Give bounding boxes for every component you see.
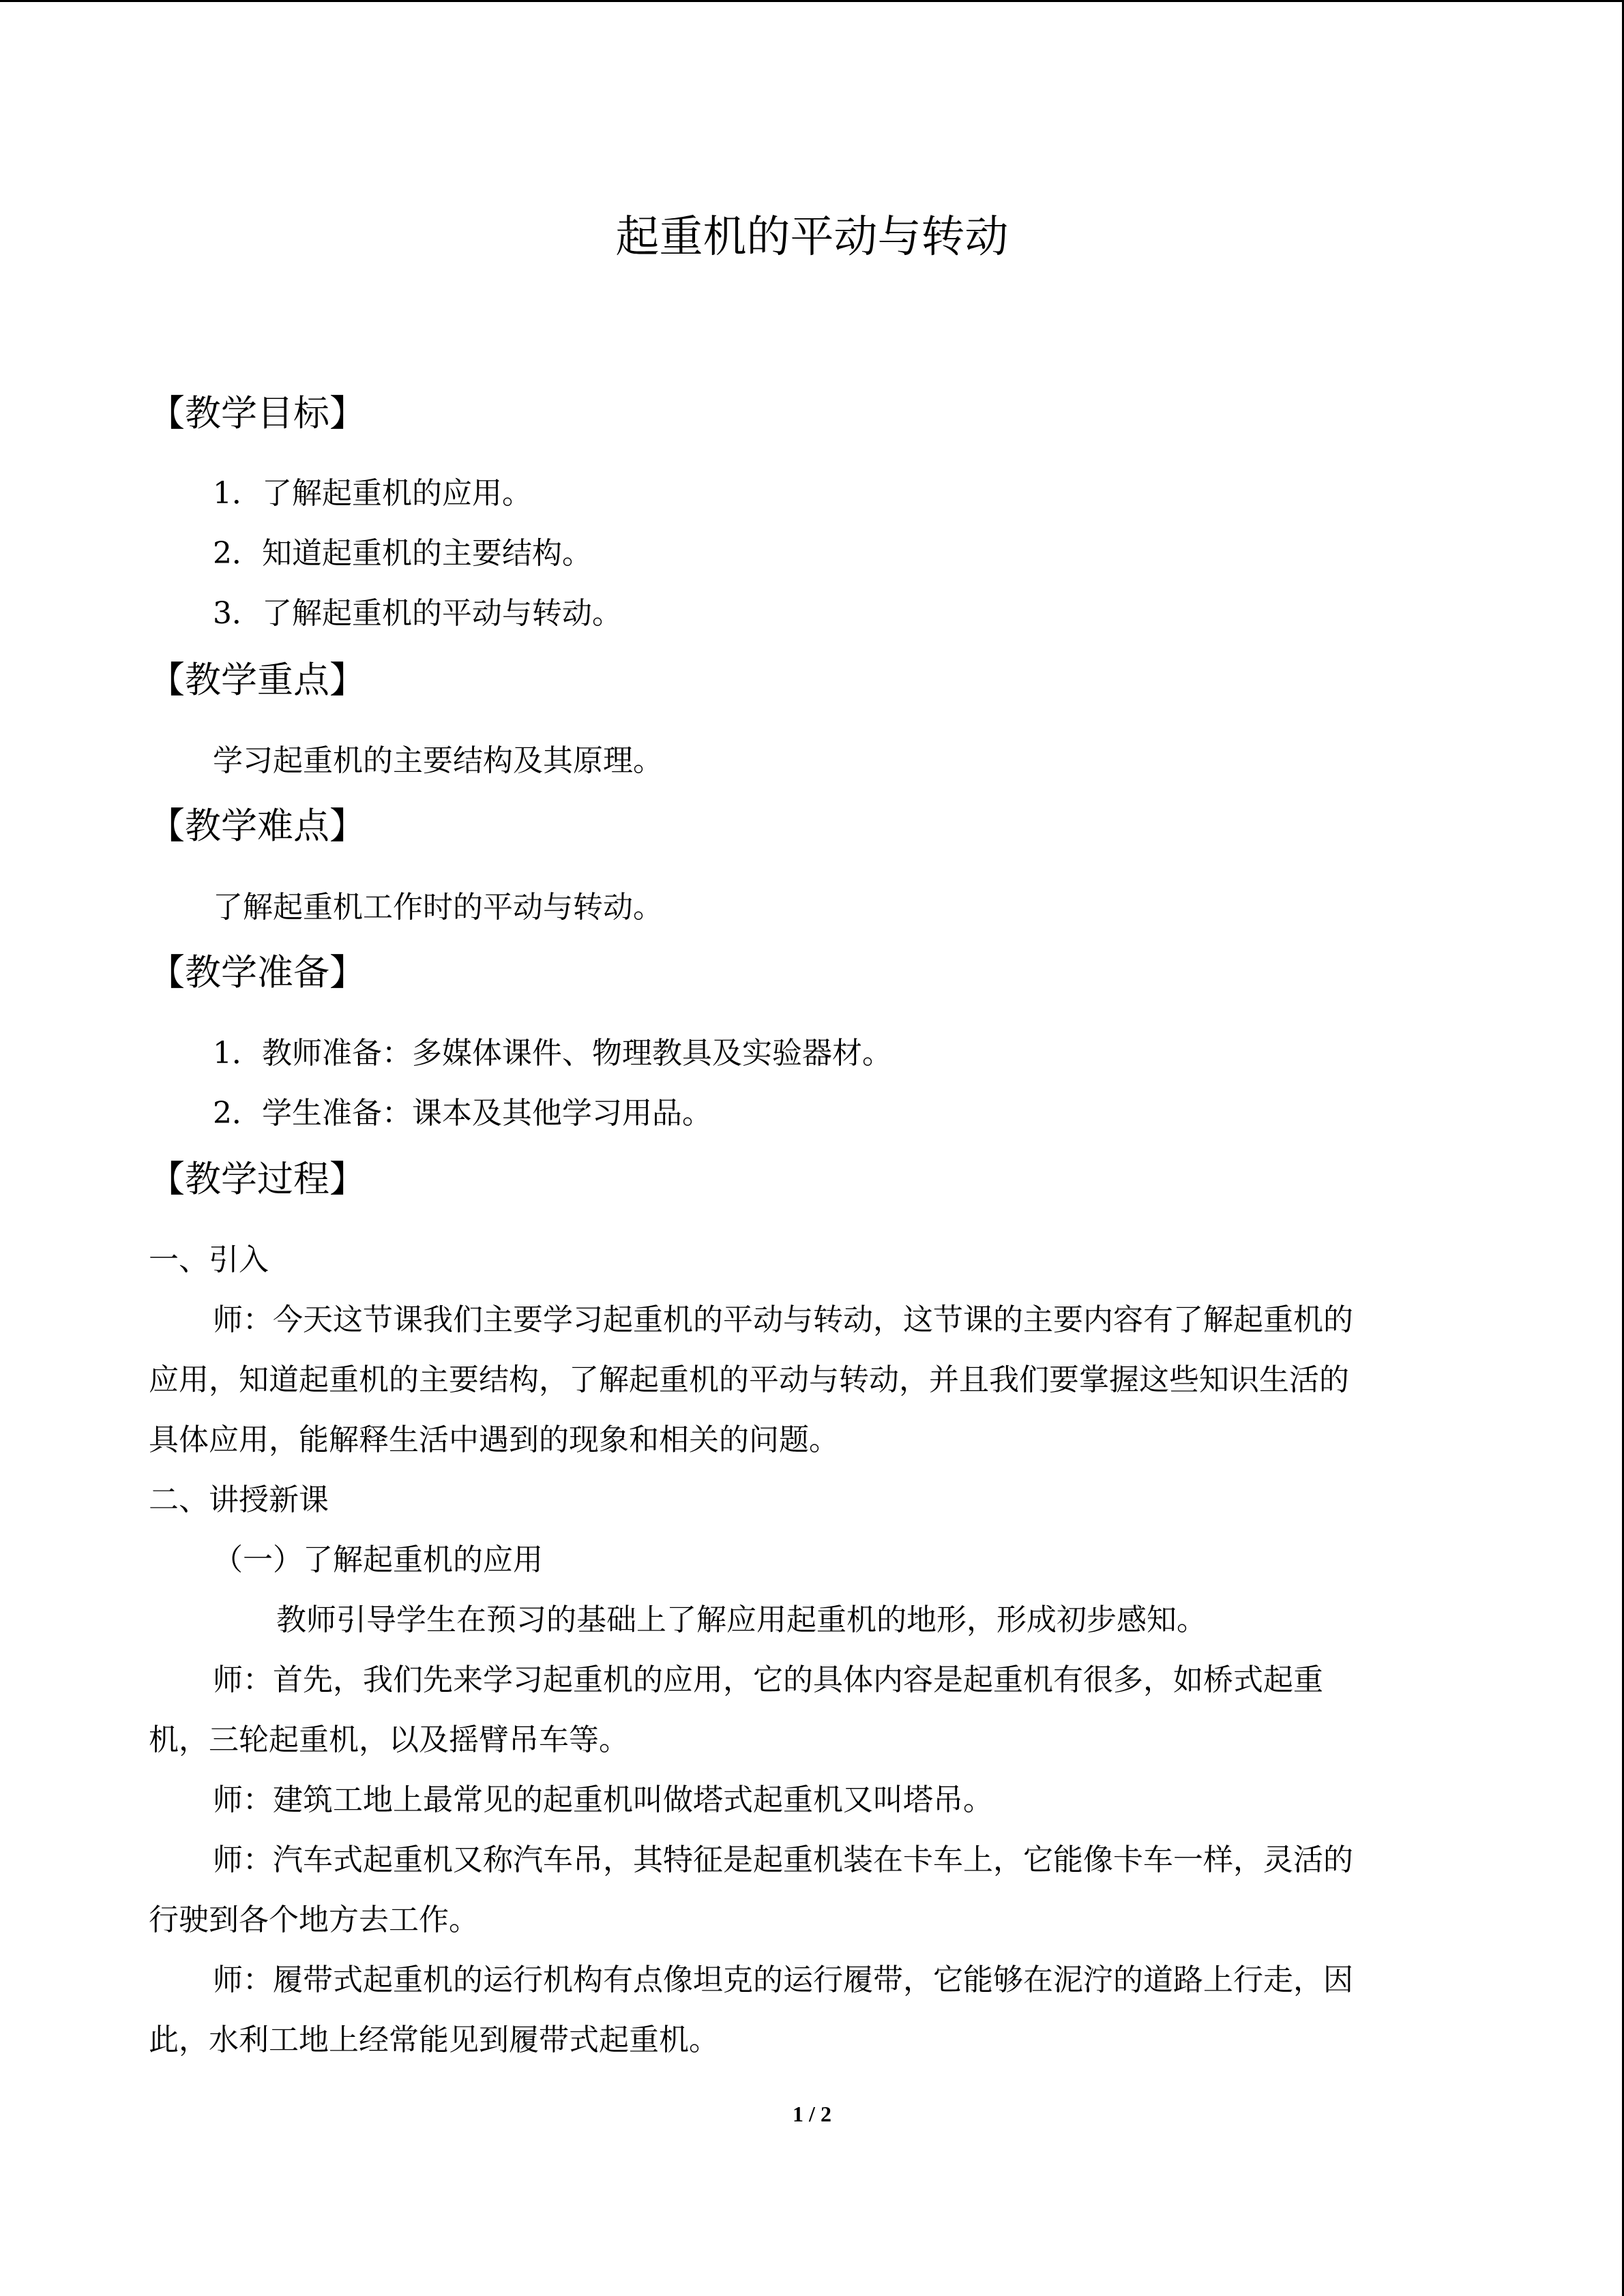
preparation-item-2: 2．学生准备：课本及其他学习用品。 <box>213 1096 712 1131</box>
objective-item-3: 3．了解起重机的平动与转动。 <box>213 596 622 631</box>
part1-p4-line-2: 此，水利工地上经常能见到履带式起重机。 <box>149 2023 719 2057</box>
heading-preparation: 【教学准备】 <box>149 952 366 994</box>
preparation-item-1: 1．教师准备：多媒体课件、物理教具及实验器材。 <box>213 1036 892 1071</box>
part1-p4-line-1: 师：履带式起重机的运行机构有点像坦克的运行履带，它能够在泥泞的道路上行走，因 <box>213 1963 1353 1997</box>
part1-p1-line-2: 机，三轮起重机，以及摇臂吊车等。 <box>149 1723 629 1757</box>
part1-p1-line-1: 师：首先，我们先来学习起重机的应用，它的具体内容是起重机有很多，如桥式起重 <box>213 1663 1323 1697</box>
difficulties-text: 了解起重机工作时的平动与转动。 <box>213 890 663 925</box>
heading-objectives: 【教学目标】 <box>149 393 366 434</box>
key-points-text: 学习起重机的主要结构及其原理。 <box>213 743 663 778</box>
part1-guide: 教师引导学生在预习的基础上了解应用起重机的地形，形成初步感知。 <box>276 1602 1207 1637</box>
part1-p2: 师：建筑工地上最常见的起重机叫做塔式起重机又叫塔吊。 <box>213 1783 993 1817</box>
objective-item-1: 1．了解起重机的应用。 <box>213 476 532 511</box>
page-border-top <box>0 0 1624 2</box>
heading-difficulties: 【教学难点】 <box>149 805 366 847</box>
page-title: 起重机的平动与转动 <box>615 212 1009 263</box>
heading-key-points: 【教学重点】 <box>149 659 366 701</box>
part1-p3-line-2: 行驶到各个地方去工作。 <box>149 1903 479 1937</box>
new-lesson-heading: 二、讲授新课 <box>149 1482 329 1517</box>
objective-item-2: 2．知道起重机的主要结构。 <box>213 536 592 571</box>
heading-process: 【教学过程】 <box>149 1159 366 1200</box>
intro-line-2: 应用，知道起重机的主要结构，了解起重机的平动与转动，并且我们要掌握这些知识生活的 <box>149 1362 1349 1397</box>
intro-line-3: 具体应用，能解释生活中遇到的现象和相关的问题。 <box>149 1422 839 1457</box>
part1-p3-line-1: 师：汽车式起重机又称汽车吊，其特征是起重机装在卡车上，它能像卡车一样，灵活的 <box>213 1843 1353 1877</box>
intro-heading: 一、引入 <box>149 1242 269 1277</box>
part1-heading: （一）了解起重机的应用 <box>213 1542 543 1577</box>
page-number: 1 / 2 <box>793 2102 831 2126</box>
intro-line-1: 师：今天这节课我们主要学习起重机的平动与转动，这节课的主要内容有了解起重机的 <box>213 1302 1353 1337</box>
